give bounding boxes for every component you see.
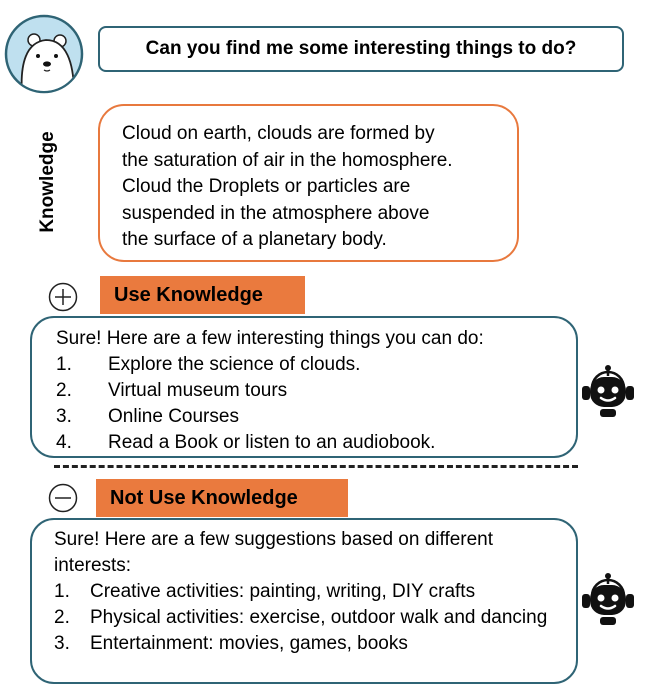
list-item: 1. Creative activities: painting, writing, DIY crafts [54,581,476,602]
bear-avatar-icon [4,14,84,94]
response-intro: Sure! Here are a few suggestions based on different interests: [54,529,494,576]
knowledge-line: suspended in the atmosphere above [122,202,430,224]
not-use-knowledge-response [30,518,578,684]
knowledge-line: Cloud on earth, clouds are formed by [122,123,435,144]
user-question-bubble [98,26,624,72]
not-use-knowledge-label: Not Use Knowledge [96,479,348,517]
knowledge-bubble [98,104,519,262]
list-item: 2. Physical activities: exercise, outdoor walk and dancing [54,607,548,628]
question-text: Can you find me some interesting things to do? [145,38,577,59]
minus-circle-icon [48,483,78,513]
use-knowledge-label: Use Knowledge [100,276,305,314]
list-item: 3. Online Courses [56,406,239,427]
robot-icon [580,572,636,628]
list-item: 2. Virtual museum tours [56,380,288,401]
knowledge-line: Cloud the Droplets or particles are [122,176,411,197]
robot-icon [580,364,636,420]
list-item: 3. Entertainment: movies, games, books [54,633,408,654]
response-list [54,579,566,657]
response-intro: Sure! Here are a few interesting things you can do: [56,328,484,349]
response-list [56,352,566,456]
use-knowledge-response [30,316,578,458]
list-item: 4. Read a Book or listen to an audiobook. [56,432,436,453]
list-item: 1. Explore the science of clouds. [56,354,361,375]
knowledge-line: the saturation of air in the homosphere. [122,149,453,171]
plus-circle-icon [48,282,78,312]
section-divider [54,465,578,468]
knowledge-line: the surface of a planetary body. [122,229,387,250]
